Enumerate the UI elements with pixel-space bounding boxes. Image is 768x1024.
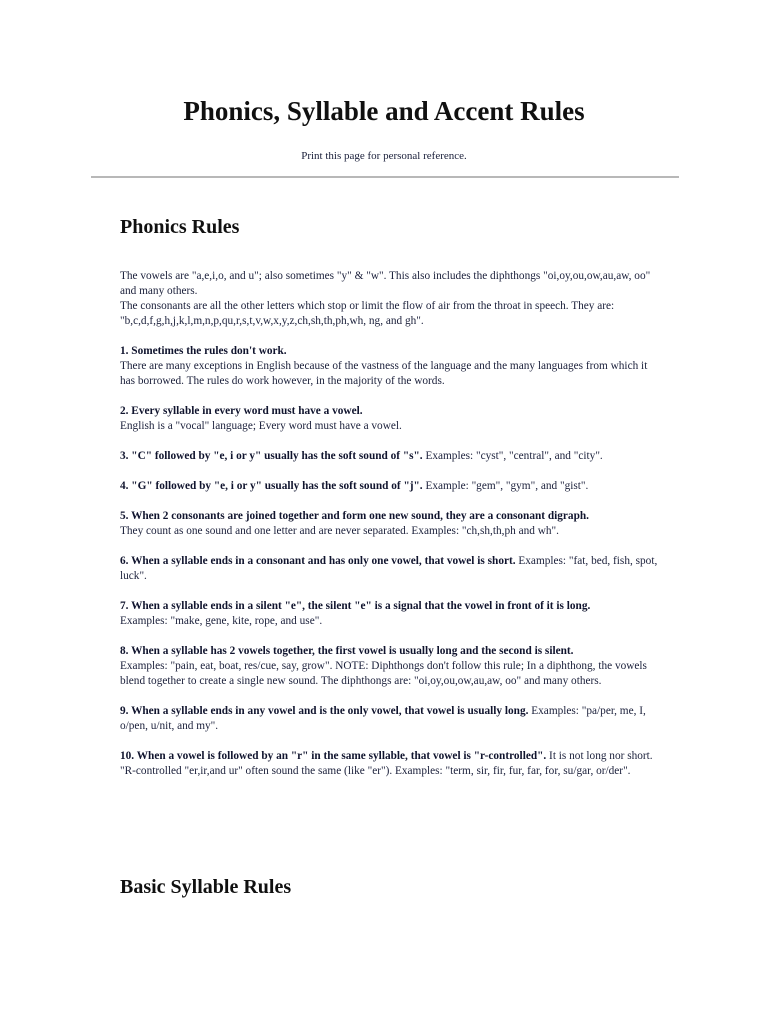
rule-8-text: Examples: "pain, eat, boat, res/cue, say, grow". NOTE: Diphthongs don't follow this rule; In a diphthong, the vowels blend together to create a single new sound. The diphthongs are: "oi,oy,ou,ow,au,aw, oo" and many others.: [120, 660, 647, 687]
rule-1-text: There are many exceptions in English because of the vastness of the language and the many languages from which it has borrowed. The rules do work however, in the majority of the words.: [120, 360, 648, 387]
rule-3-text: Examples: "cyst", "central", and "city".: [422, 450, 603, 462]
rule-8-title: 8. When a syllable has 2 vowels together, the first vowel is usually long and the second is silent.: [120, 645, 574, 657]
rule-9: [120, 704, 660, 734]
rule-1-title: 1. Sometimes the rules don't work.: [120, 345, 287, 357]
rule-9-text: Examples: "pa/per, me, I, o/pen, u/nit, and my".: [120, 705, 646, 732]
consonants-text: The consonants are all the other letters which stop or limit the flow of air from the throat in speech. They are: "b,c,d,f,g,h,j,k,l,m,n,p,qu,r,s,t,v,w,x,y,z,ch,sh,th,ph,wh, ng, and gh".: [120, 300, 615, 327]
rule-5: [120, 509, 660, 539]
rule-2: [120, 404, 660, 434]
rule-9-title: 9. When a syllable ends in any vowel and is the only vowel, that vowel is usually long.: [120, 705, 529, 717]
rule-4: [120, 479, 660, 494]
rule-6: [120, 554, 660, 584]
rule-2-title: 2. Every syllable in every word must have a vowel.: [120, 405, 363, 417]
phonics-section: [120, 216, 660, 779]
rule-7-text: Examples: "make, gene, kite, rope, and use".: [120, 615, 323, 627]
vowels-text: The vowels are "a,e,i,o, and u"; also sometimes "y" & "w". This also includes the diphthongs "oi,oy,ou,ow,au,aw, oo" and many others.: [120, 270, 651, 297]
divider: [91, 176, 679, 178]
rule-5-text: They count as one sound and one letter and are never separated. Examples: "ch,sh,th,ph and wh".: [120, 525, 559, 537]
rule-4-text: Example: "gem", "gym", and "gist".: [422, 480, 589, 492]
rule-3: [120, 449, 660, 464]
rule-8: [120, 644, 660, 689]
rule-1: [120, 344, 660, 389]
print-note: Print this page for personal reference.: [301, 150, 467, 162]
rule-6-title: 6. When a syllable ends in a consonant and has only one vowel, that vowel is short.: [120, 555, 516, 567]
rule-5-title: 5. When 2 consonants are joined together and form one new sound, they are a consonant digraph.: [120, 510, 589, 522]
rule-10: [120, 749, 660, 779]
rule-10-title: 10. When a vowel is followed by an "r" in the same syllable, that vowel is "r-controlled".: [120, 750, 547, 762]
phonics-rules-heading: Phonics Rules: [120, 216, 240, 238]
rule-7: [120, 599, 660, 629]
basic-syllable-rules-heading: Basic Syllable Rules: [120, 876, 292, 898]
intro-paragraph: [120, 269, 660, 329]
rule-3-title: 3. "C" followed by "e, i or y" usually has the soft sound of "s".: [120, 450, 423, 462]
rule-10-text: It is not long nor short. "R-controlled "er,ir,and ur" often sound the same (like "er"). Examples: "term, sir, fir, fur, far, for, su/gar, or/der".: [120, 750, 653, 777]
rule-4-title: 4. "G" followed by "e, i or y" usually has the soft sound of "j".: [120, 480, 423, 492]
rule-2-text: English is a "vocal" language; Every word must have a vowel.: [120, 420, 402, 432]
rule-7-title: 7. When a syllable ends in a silent "e", the silent "e" is a signal that the vowel in front of it is long.: [120, 600, 591, 612]
page-title: Phonics, Syllable and Accent Rules: [183, 96, 585, 126]
rule-6-text: Examples: "fat, bed, fish, spot, luck".: [120, 555, 658, 582]
